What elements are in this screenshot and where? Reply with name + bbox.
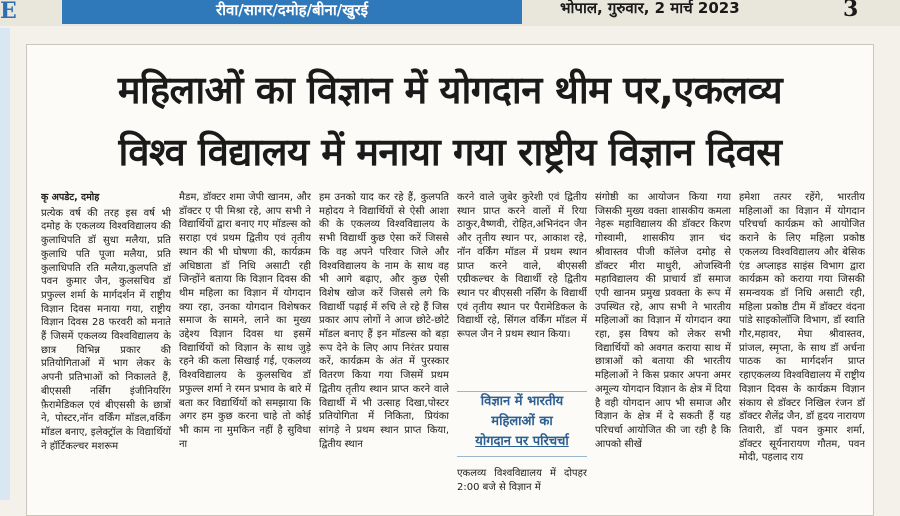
subheading-callout (457, 391, 587, 457)
article-column-6 (739, 191, 865, 515)
newspaper-logo-fragment: E (0, 0, 17, 24)
dateline: भोपाल, गुरुवार, 2 मार्च 2023 (560, 0, 740, 17)
callout-line-1: विज्ञान में भारतीय (480, 394, 564, 409)
article-column-4 (457, 191, 587, 515)
page-number: 3 (843, 0, 859, 22)
news-article (26, 44, 874, 516)
article-column-5 (595, 191, 731, 515)
left-margin-strip (0, 28, 10, 500)
column-4-text-top: करने वाले जुबेर कुरेशी एवं द्वितीय स्थान प्राप्त करने वालों में रिया ठाकुर,वैष्णवी, रोहित,अभिनंदन जैन और तृतीय स्थान पर, आकाश रहे, नॉन वर्किंग मॉडल में प्रथम स्थान प्राप्त करने वाले, बीएससी एग्रीकल्चर के विद्यार्थी रहे द्वितीय स्थान पर बीएससी नर्सिंग के विद्यार्थी एवं तृतीय स्थान पर पैरामेडिकल के विद्यार्थी रहे, सिंगल वर्किंग मॉडल में रूपल जैन ने प्रथम स्थान किया। (457, 192, 587, 341)
article-column-2 (179, 191, 311, 515)
headline-line-2: विश्व विद्यालय में मनाया गया राष्ट्रीय विज्ञान दिवस (118, 130, 782, 174)
column-3-text: हम उनको याद कर रहे हैं, कुलपति महोदय ने विद्यार्थियों से ऐसी आशा की के एकलव्य विश्वविद्यालय के सभी विद्यार्थी कुछ ऐसा करें जिससे कि वह अपने परिवार जिले और विश्वविद्यालय के नाम के साथ वह भी आगे बढ़ाए, और कुछ ऐसी विशेष खोज करें जिससे लगे कि विद्यार्थी पढ़ाई में रुचि ले रहे हैं जिस प्रकार आप लोगों ने आज छोटे-छोटे मॉडल बनाए हैं इन मॉडल्स को बड़ा रूप देने के लिए आप निरंतर प्रयास करें, कार्यक्रम के अंत में पुरस्कार वितरण किया गया जिसमें प्रथम द्वितीय तृतीय स्थान प्राप्त करने वाले विद्यार्थी में भी उत्साह दिखा,पोस्टर प्रतियोगिता में निकिता, प्रियंका सांगड़े ने प्रथम स्थान प्राप्त किया, द्वितीय स्थान (319, 192, 449, 450)
masthead-bar (0, 0, 900, 26)
article-column-3 (319, 191, 449, 515)
column-1-text: प्रत्येक वर्ष की तरह इस वर्ष भी दमोह के एकलव्य विश्वविद्यालय की कुलाधिपति डॉ सुधा मलैया, प्रति कुलाधि पति पूजा मलैया, प्रति कुलाधिपति रति मलैया,कुलपति डॉ पवन कुमार जैन, कुलसचिव डॉ प्रफुल्ल शर्मा के मार्गदर्शन में राष्ट्रीय विज्ञान दिवस मनाया गया, राष्ट्रीय विज्ञान दिवस 28 फरवरी को मनाते हैं जिसमें एकलव्य विश्वविद्यालय के छात्र विभिन्न प्रकार की प्रतियोगिताओं में भाग लेकर के अपनी प्रतिभाओं को निकालते हैं, बीएससी नर्सिंग इंजीनियरिंग फ़ैरामेडिकल एवं बीएससी के छात्रों ने, पोस्टर,नॉन वर्किंग मॉडल,वर्किंग मॉडल बनाए, इलेक्ट्रॉल के विद्यार्थियों ने हॉर्टिकल्चर मशरूम (41, 207, 171, 452)
callout-line-3: योगदान पर परिचर्चा (475, 434, 569, 449)
column-2-text: मैडम, डॉक्टर शमा जेपी खानम, और डॉक्टर ए पी मिश्रा रहे, आप सभी ने विद्यार्थियों द्वारा बनाए गए मॉडल्स को सराहा एवं प्रथम द्वितीय एवं तृतीय स्थान की भी घोषणा की, कार्यक्रम अधिष्ठाता डॉ निधि असाटी रही जिन्होंने बताया कि विज्ञान दिवस की थीम महिला का विज्ञान में योगदान क्या रहा, उनका योगदान विशेषकर समाज के सामने, लाने का मुख्य उद्देश्य विज्ञान दिवस था इसमें विद्यार्थियों को विज्ञान के साथ जुड़े रहने की कला सिखाई गई, एकलव्य विश्वविद्यालय के कुलसचिव डॉ प्रफुल्ल शर्मा ने रमन प्रभाव के बारे में बता कर विद्यार्थियों को समझाया कि अगर हम कुछ करना चाहे तो कोई भी काम ना मुमकिन नहीं है सुविधा ना (179, 192, 311, 450)
column-6-text: हमेशा तत्पर रहेंगे, भारतीय महिलाओं का विज्ञान में योगदान परिचर्चा कार्यक्रम को आयोजित कराने के लिए महिला प्रकोष्ठ एकलव्य विश्वविद्यालय और बेसिक एंड अप्लाइड साइंस विभाग द्वारा कार्यक्रम को कराया गया जिसकी समन्वयक डॉ निधि असाटी रही, महिला प्रकोष्ठ टीम में डॉक्टर वंदना पांडे साइकोलॉजि विभाग, डॉ स्वाति गौर,महावर, मेघा श्रीवास्तव, प्रांजल, स्मृप्ता, के साथ डॉ अर्चना पाठक का मार्गदर्शन प्राप्त रहाएकलव्य विश्वविद्यालय में राष्ट्रीय विज्ञान दिवस के कार्यक्रम विज्ञान संकाय से डॉक्टर निखिल रंजन डॉ डॉक्टर शैलेंद्र जैन, डॉ हृदय नारायण तिवारी, डॉ पवन कुमार शर्मा, डॉक्टर सूर्यनारायण गौतम, पवन मोदी, पहलाद राय (739, 192, 865, 464)
article-column-1 (41, 191, 171, 515)
headline-line-1: महिलाओं का विज्ञान में योगदान थीम पर,एकलव्य (117, 68, 783, 112)
column-4-text-bottom: एकलव्य विश्वविद्यालय में दोपहर 2:00 बजे से विज्ञान में (457, 468, 587, 493)
column-5-text: संगोष्ठी का आयोजन किया गया जिसकी मुख्य वक्ता शासकीय कमला नेहरू महाविद्यालय की डॉक्टर किरण गोस्वामी, शासकीय ज्ञान चंद श्रीवास्तव पीजी कॉलेज दमोह से डॉक्टर मीरा माधुरी, ओजस्विनी महाविद्यालय की प्राचार्य डॉ समाज एपी खानम प्रमुख प्रवक्ता के रूप में उपस्थित रहे, आप सभी ने भारतीय महिलाओं का विज्ञान में योगदान क्या रहा, इस विषय को लेकर सभी विद्यार्थियों को अवगत कराया साथ में छात्राओं को बताया की भारतीय महिलाओं ने किस प्रकार अपना अमर अमूल्य योगदान विज्ञान के क्षेत्र में दिया है वही योगदान आप भी समाज और विज्ञान के क्षेत्र में दे सकती हैं यह परिचर्चा आयोजित की जा रही है कि आपको सीखें (595, 192, 731, 450)
edition-band: रीवा/सागर/दमोह/बीना/खुरई (62, 0, 522, 24)
byline: कृ अपडेट, दमोह (41, 192, 100, 203)
callout-line-2: महिलाओं का (491, 414, 553, 429)
